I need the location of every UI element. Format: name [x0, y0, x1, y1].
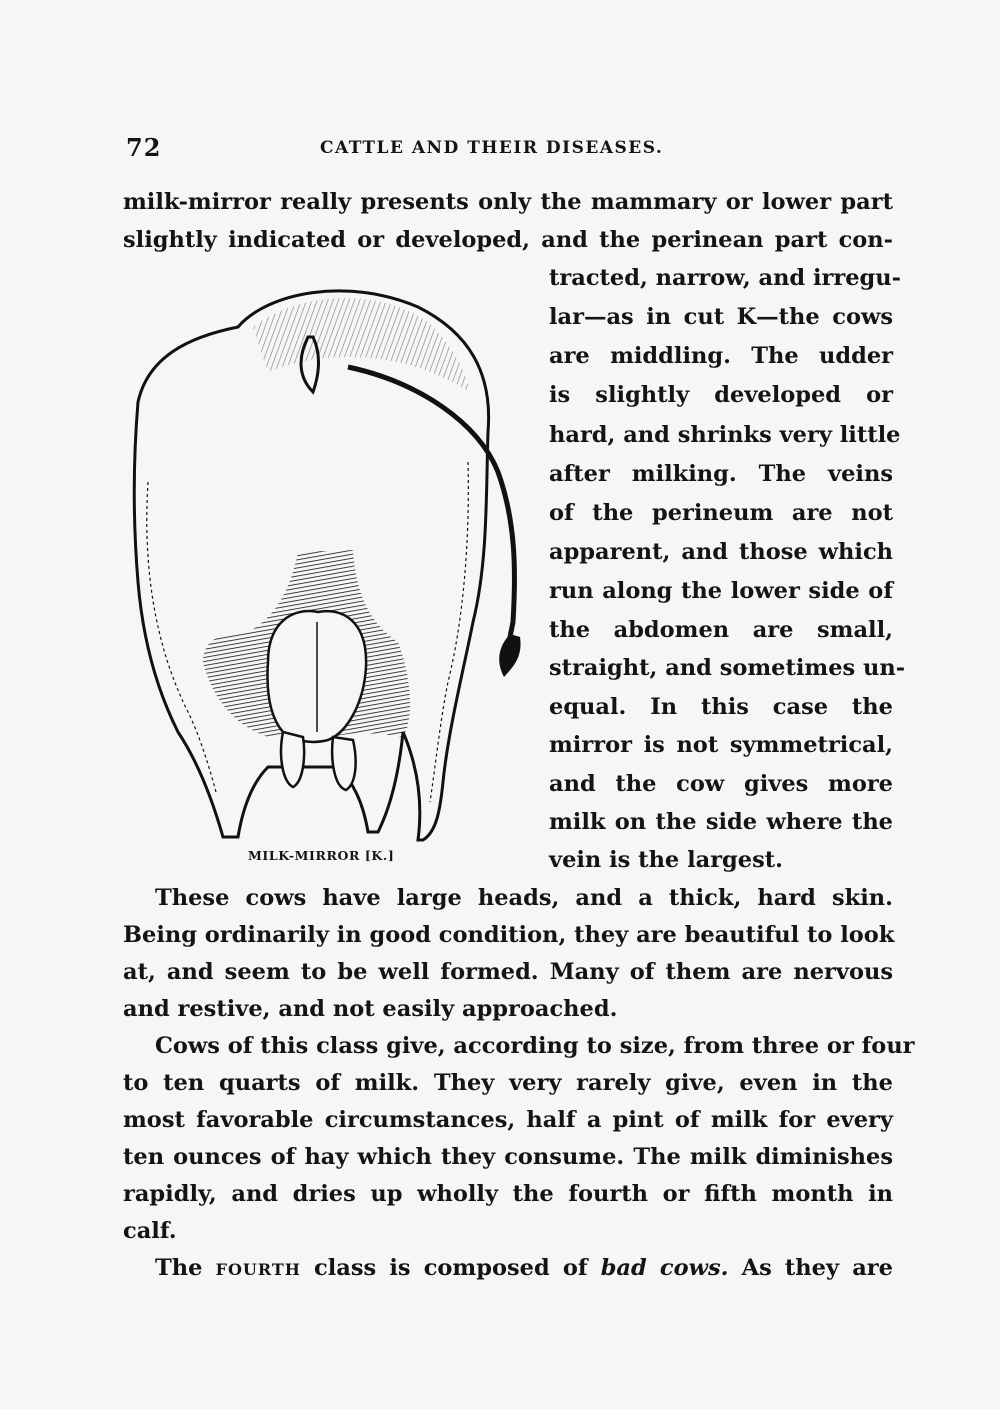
text-line: of the perineum are not — [549, 500, 893, 526]
text-line: lar—as in cut K—the cows — [549, 304, 893, 330]
text-line: most favorable circumstances, half a pint of milk for every — [123, 1107, 893, 1133]
text-line: equal. In this case the — [549, 694, 893, 720]
text-line: mirror is not symmetrical, — [549, 732, 893, 758]
milk-mirror-illustration — [118, 262, 543, 852]
text-span: The — [155, 1255, 203, 1281]
running-title: CATTLE AND THEIR DISEASES. — [320, 138, 664, 158]
text-line: to ten quarts of milk. They very rarely give, even in the — [123, 1070, 893, 1096]
teat-right — [332, 737, 355, 790]
text-line: is slightly developed or — [549, 382, 893, 408]
text-span: class is composed of — [314, 1255, 588, 1281]
italic-phrase: bad cows. — [600, 1255, 729, 1281]
text-line: Being ordinarily in good condition, they are beautiful to look — [123, 922, 895, 948]
text-line: after milking. The veins — [549, 461, 893, 487]
figure-caption: MILK-MIRROR [K.] — [248, 848, 395, 863]
text-line — [155, 1250, 893, 1286]
text-line: are middling. The udder — [549, 343, 893, 369]
text-line: hard, and shrinks very little — [549, 422, 901, 448]
text-line: run along the lower side of — [549, 578, 893, 604]
page-number: 72 — [126, 133, 162, 162]
text-line: straight, and sometimes un- — [549, 655, 906, 681]
text-line: milk on the side where the — [549, 809, 893, 835]
text-line: Cows of this class give, according to size, from three or four — [155, 1033, 915, 1059]
text-line: slightly indicated or developed, and the perinean part con- — [123, 227, 893, 253]
teat-left — [281, 732, 304, 787]
smallcaps-word: fourth — [215, 1255, 301, 1281]
text-line: milk-mirror really presents only the mammary or lower part — [123, 189, 893, 215]
leg-shading-left — [147, 482, 216, 792]
text-line: at, and seem to be well formed. Many of them are nervous — [123, 959, 893, 985]
text-line: the abdomen are small, — [549, 617, 893, 643]
text-line: vein is the largest. — [549, 847, 783, 873]
text-line: and the cow gives more — [549, 771, 893, 797]
text-line: apparent, and those which — [549, 539, 893, 565]
text-line: and restive, and not easily approached. — [123, 996, 618, 1022]
text-line: rapidly, and dries up wholly the fourth or fifth month in — [123, 1181, 893, 1207]
leg-shading-right — [430, 462, 468, 802]
back-shading — [253, 298, 470, 392]
text-span: As they are — [741, 1255, 893, 1281]
tail-tuft — [499, 634, 520, 677]
text-line: ten ounces of hay which they consume. The milk diminishes — [123, 1144, 893, 1170]
text-line: calf. — [123, 1218, 177, 1244]
running-head — [120, 133, 895, 169]
text-line: These cows have large heads, and a thick, hard skin. — [155, 885, 893, 911]
text-line: tracted, narrow, and irregu- — [549, 265, 901, 291]
